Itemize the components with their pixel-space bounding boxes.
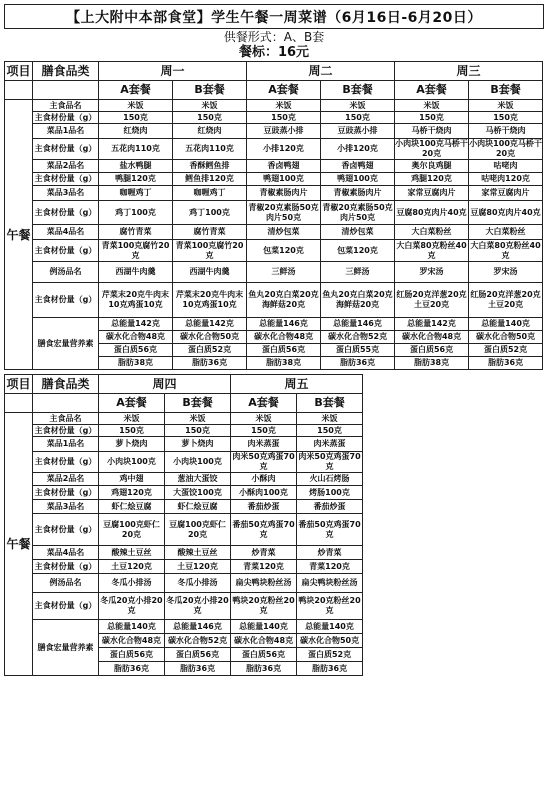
week1-cell: 鸡丁100克	[99, 201, 173, 225]
week1-cell: 鸭翅100克	[321, 173, 395, 186]
week1-cell: 鱼丸20克白菜20克海鲜菇20克	[321, 283, 395, 318]
week2-cell: 鸡翅120克	[99, 486, 165, 500]
week1-day-0: 周一	[99, 62, 247, 81]
week1-cell: 马桥干烧肉	[395, 124, 469, 139]
week1-cell: 五花肉110克	[173, 139, 247, 160]
meal-price: 餐标：16元	[238, 45, 310, 60]
week1-cell: 小肉块100克马桥干20克	[469, 139, 542, 158]
week2-nutrition: 脂肪36克	[231, 662, 297, 676]
week1-plan-5: B套餐	[469, 81, 543, 100]
row-label: 主食材份量（g）	[33, 425, 99, 437]
week1-cell: 鸡腿120克	[395, 173, 469, 186]
meal-label: 午餐	[5, 413, 33, 676]
week1-cell: 芹菜末20克牛肉末10克鸡蛋10克	[99, 283, 173, 318]
week1-cell: 红烧肉	[99, 124, 173, 139]
header-blank	[5, 394, 33, 413]
week1-nutrition: 总能量140克	[469, 318, 543, 331]
header-blank	[5, 81, 33, 100]
week2-cell: 扁尖鸭块粉丝汤	[231, 574, 297, 593]
week2-cell: 小肉块100克	[165, 452, 231, 473]
week1-cell: 150克	[321, 112, 395, 124]
week1-nutrition: 脂肪38克	[247, 357, 321, 370]
row-label: 菜品2品名	[33, 160, 99, 173]
week1-cell: 青椒素肠肉片	[321, 186, 395, 201]
week1-nutrition: 总能量146克	[321, 318, 395, 331]
week1-cell: 小排120克	[247, 139, 321, 160]
week1-cell: 红烧肉	[173, 124, 247, 139]
week1-cell: 西湖牛肉羹	[99, 262, 173, 283]
menu-page	[4, 4, 544, 676]
week2-nutrition: 碳水化合物50克	[297, 634, 363, 648]
week1-cell: 罗宋汤	[469, 262, 543, 283]
week2-menu-table	[4, 374, 363, 676]
row-label: 主食材份量（g）	[33, 139, 99, 160]
week2-nutrition: 总能量140克	[231, 620, 297, 634]
week1-cell: 腐竹青菜	[173, 225, 247, 240]
week1-cell: 香卤鸭翅	[247, 160, 321, 173]
week2-cell: 青菜120克	[297, 560, 363, 574]
week2-cell: 烤肠100克	[297, 486, 363, 500]
week2-cell: 150克	[231, 425, 297, 437]
week1-menu-table	[4, 61, 543, 370]
week1-cell: 豆腐80克肉片40克	[469, 201, 543, 225]
row-label: 主食材份量（g）	[33, 112, 99, 124]
week1-nutrition: 脂肪38克	[395, 357, 469, 370]
week1-cell: 米饭	[99, 100, 173, 112]
week2-cell: 炒青菜	[297, 546, 363, 560]
week1-cell: 青椒素肠肉片	[247, 186, 321, 201]
week2-cell: 冬瓜小排汤	[165, 574, 231, 593]
week1-cell: 米饭	[321, 100, 395, 112]
row-label: 主食材份量（g）	[33, 593, 99, 620]
week1-cell: 家常豆腐肉片	[395, 186, 469, 201]
week1-nutrition: 蛋白质52克	[469, 344, 543, 357]
week1-cell: 大白菜80克粉丝40克	[396, 240, 467, 260]
week1-nutrition: 蛋白质56克	[395, 344, 469, 357]
week2-cell: 肉米50克鸡蛋70克	[298, 452, 361, 471]
header-category: 膳食品类	[33, 375, 99, 394]
week1-cell: 咖喱鸡丁	[173, 186, 247, 201]
week1-cell: 西湖牛肉羹	[173, 262, 247, 283]
week1-nutrition: 脂肪36克	[321, 357, 395, 370]
week1-cell: 小肉块100克马桥干20克	[395, 139, 468, 158]
row-label: 菜品3品名	[33, 186, 99, 201]
week1-nutrition: 脂肪36克	[173, 357, 247, 370]
week1-cell: 腐竹青菜	[99, 225, 173, 240]
week1-cell: 三鲜汤	[321, 262, 395, 283]
week2-nutrition: 碳水化合物52克	[165, 634, 231, 648]
week1-cell: 鸭翅100克	[247, 173, 321, 186]
week2-nutrition: 脂肪36克	[297, 662, 363, 676]
week1-day-2: 周三	[395, 62, 543, 81]
row-label: 主食材份量（g）	[33, 283, 99, 318]
week1-plan-3: B套餐	[321, 81, 395, 100]
row-label: 菜品1品名	[33, 124, 99, 139]
week2-cell: 酸辣土豆丝	[99, 546, 165, 560]
week2-cell: 冬瓜20克小排20克	[165, 593, 231, 620]
week1-plan-1: B套餐	[173, 81, 247, 100]
week1-nutrition: 总能量142克	[173, 318, 247, 331]
week2-cell: 酸辣土豆丝	[165, 546, 231, 560]
week2-plan-3: B套餐	[297, 394, 363, 413]
week2-nutrition: 脂肪36克	[99, 662, 165, 676]
week2-cell: 番茄50克鸡蛋70克	[297, 514, 363, 546]
week1-plan-2: A套餐	[247, 81, 321, 100]
week1-cell: 青椒20克素肠50克肉片50克	[247, 201, 321, 225]
week2-cell: 虾仁烩豆腐	[165, 500, 231, 514]
week1-cell: 芹菜末20克牛肉末10克鸡蛋10克	[173, 283, 247, 318]
week1-cell: 马桥干烧肉	[469, 124, 543, 139]
week2-nutrition: 碳水化合物48克	[231, 634, 297, 648]
week2-nutrition: 蛋白质56克	[231, 648, 297, 662]
week2-cell: 土豆120克	[99, 560, 165, 574]
week1-nutrition: 碳水化合物50克	[173, 331, 247, 344]
week2-cell: 火山石烤肠	[297, 473, 363, 486]
week2-cell: 豆腐100克虾仁20克	[165, 514, 231, 546]
row-label: 菜品4品名	[33, 546, 99, 560]
week2-cell: 肉米蒸蛋	[231, 437, 297, 452]
week1-nutrition: 碳水化合物48克	[395, 331, 469, 344]
week2-cell: 150克	[99, 425, 165, 437]
week1-nutrition: 蛋白质55克	[321, 344, 395, 357]
week1-nutrition: 碳水化合物48克	[247, 331, 321, 344]
week1-nutrition: 碳水化合物52克	[321, 331, 395, 344]
header-blank	[33, 81, 99, 100]
week1-nutrition: 总能量146克	[247, 318, 321, 331]
week1-cell: 红肠20克洋葱20克土豆20克	[469, 283, 543, 318]
week1-cell: 150克	[247, 112, 321, 124]
week2-cell: 小肉块100克	[99, 452, 165, 473]
week1-cell: 咕咾肉	[469, 160, 543, 173]
week1-cell: 奥尔良鸡腿	[395, 160, 469, 173]
week2-nutrition: 总能量140克	[297, 620, 363, 634]
week1-cell: 150克	[99, 112, 173, 124]
week2-cell: 冬瓜20克小排20克	[99, 593, 165, 620]
week2-cell: 米饭	[165, 413, 231, 425]
week2-cell: 豆腐100克虾仁20克	[99, 514, 165, 546]
week2-cell: 炒青菜	[231, 546, 297, 560]
week2-nutrition: 蛋白质52克	[297, 648, 363, 662]
week1-cell: 咕咾肉120克	[469, 173, 543, 186]
row-label: 主食材份量（g）	[33, 514, 99, 546]
week2-cell: 土豆120克	[165, 560, 231, 574]
row-label: 例汤品名	[33, 574, 99, 593]
week2-nutrition: 碳水化合物48克	[99, 634, 165, 648]
week1-plan-0: A套餐	[99, 81, 173, 100]
week2-nutrition: 蛋白质56克	[165, 648, 231, 662]
row-label: 主食材份量（g）	[33, 240, 99, 262]
week1-cell: 青菜100克腐竹20克	[173, 240, 247, 262]
row-label: 例汤品名	[33, 262, 99, 283]
week1-cell: 鸭腿120克	[99, 173, 173, 186]
week1-cell: 米饭	[469, 100, 543, 112]
week1-nutrition: 碳水化合物50克	[469, 331, 543, 344]
week1-nutrition: 总能量142克	[99, 318, 173, 331]
week2-cell: 番茄50克鸡蛋70克	[231, 514, 297, 546]
row-label: 菜品1品名	[33, 437, 99, 452]
row-label: 菜品2品名	[33, 473, 99, 486]
week2-cell: 小酥肉100克	[231, 486, 297, 500]
week2-nutrition: 总能量140克	[99, 620, 165, 634]
week1-cell: 豆豉蒸小排	[247, 124, 321, 139]
page-title: 【上大附中本部食堂】学生午餐一周菜谱（6月16日-6月20日）	[4, 4, 544, 29]
week1-cell: 豆豉蒸小排	[321, 124, 395, 139]
week2-cell: 鸡中翅	[99, 473, 165, 486]
row-label: 主食材份量（g）	[33, 560, 99, 574]
week1-nutrition: 脂肪38克	[99, 357, 173, 370]
week1-cell: 鸡丁100克	[173, 201, 247, 225]
week2-cell: 小酥肉	[231, 473, 297, 486]
week2-nutrition: 蛋白质56克	[99, 648, 165, 662]
row-label: 菜品4品名	[33, 225, 99, 240]
week1-cell: 豆腐80克肉片40克	[395, 201, 469, 225]
header-blank	[33, 394, 99, 413]
row-label: 主食材份量（g）	[33, 452, 99, 473]
week2-cell: 番茄炒蛋	[297, 500, 363, 514]
week1-cell: 罗宋汤	[395, 262, 469, 283]
week2-cell: 150克	[165, 425, 231, 437]
week1-cell: 鳕鱼排120克	[173, 173, 247, 186]
row-label: 主食材份量（g）	[33, 201, 99, 225]
week1-nutrition: 总能量142克	[395, 318, 469, 331]
week2-cell: 鸭块20克粉丝20克	[297, 593, 363, 620]
week1-cell: 盐水鸭腿	[99, 160, 173, 173]
week1-nutrition: 蛋白质52克	[173, 344, 247, 357]
row-label: 主食品名	[33, 413, 99, 425]
week1-cell: 大白菜粉丝	[469, 225, 543, 240]
week1-day-1: 周二	[247, 62, 395, 81]
row-label: 菜品3品名	[33, 500, 99, 514]
header-item: 项目	[5, 62, 33, 81]
week2-plan-2: A套餐	[231, 394, 297, 413]
week2-nutrition: 总能量146克	[165, 620, 231, 634]
header-item: 项目	[5, 375, 33, 394]
week2-cell: 肉米50克鸡蛋70克	[232, 452, 295, 471]
row-label: 主食品名	[33, 100, 99, 112]
week2-cell: 葱油大蛋饺	[165, 473, 231, 486]
week1-cell: 150克	[173, 112, 247, 124]
week2-plan-0: A套餐	[99, 394, 165, 413]
week2-cell: 青菜120克	[231, 560, 297, 574]
week1-cell: 150克	[469, 112, 543, 124]
week1-cell: 清炒包菜	[247, 225, 321, 240]
meal-label: 午餐	[5, 100, 33, 370]
week1-nutrition: 脂肪36克	[469, 357, 543, 370]
week2-cell: 150克	[297, 425, 363, 437]
week2-day-1: 周五	[231, 375, 363, 394]
week1-cell: 五花肉110克	[99, 139, 173, 160]
week2-day-0: 周四	[99, 375, 231, 394]
header-category: 膳食品类	[33, 62, 99, 81]
week1-cell: 米饭	[395, 100, 469, 112]
week1-cell: 青菜100克腐竹20克	[99, 240, 173, 262]
week1-cell: 家常豆腐肉片	[469, 186, 543, 201]
week2-cell: 虾仁烩豆腐	[99, 500, 165, 514]
row-label: 主食材份量（g）	[33, 173, 99, 186]
week1-cell: 包菜120克	[321, 240, 395, 262]
supply-form: 供餐形式：A、B套	[223, 30, 325, 44]
week1-nutrition: 蛋白质56克	[247, 344, 321, 357]
row-label: 膳食宏量营养素	[33, 620, 99, 676]
week2-plan-1: B套餐	[165, 394, 231, 413]
week2-cell: 大蛋饺100克	[165, 486, 231, 500]
week1-plan-4: A套餐	[395, 81, 469, 100]
row-label: 膳食宏量营养素	[33, 318, 99, 370]
week1-cell: 清炒包菜	[321, 225, 395, 240]
week1-cell: 米饭	[247, 100, 321, 112]
row-label: 主食材份量（g）	[33, 486, 99, 500]
week2-cell: 鸭块20克粉丝20克	[231, 593, 297, 620]
week1-cell: 三鲜汤	[247, 262, 321, 283]
week2-cell: 番茄炒蛋	[231, 500, 297, 514]
week2-cell: 米饭	[231, 413, 297, 425]
week2-cell: 扁尖鸭块粉丝汤	[297, 574, 363, 593]
week1-cell: 包菜120克	[247, 240, 321, 262]
week1-cell: 香酥鳕鱼排	[173, 160, 247, 173]
week1-cell: 150克	[395, 112, 469, 124]
week1-cell: 米饭	[173, 100, 247, 112]
week2-cell: 米饭	[99, 413, 165, 425]
week1-cell: 小排120克	[321, 139, 395, 160]
week1-cell: 红肠20克洋葱20克土豆20克	[395, 283, 469, 318]
week2-cell: 冬瓜小排汤	[99, 574, 165, 593]
week2-nutrition: 脂肪36克	[165, 662, 231, 676]
week1-cell: 大白菜粉丝	[395, 225, 469, 240]
week1-cell: 香卤鸭翅	[321, 160, 395, 173]
week1-cell: 鱼丸20克白菜20克海鲜菇20克	[247, 283, 321, 318]
week1-cell: 大白菜80克粉丝40克	[470, 240, 541, 260]
week1-cell: 青椒20克素肠50克肉片50克	[321, 201, 395, 225]
week2-cell: 萝卜烧肉	[99, 437, 165, 452]
week1-cell: 咖喱鸡丁	[99, 186, 173, 201]
week1-nutrition: 蛋白质56克	[99, 344, 173, 357]
week2-cell: 萝卜烧肉	[165, 437, 231, 452]
week2-cell: 米饭	[297, 413, 363, 425]
week2-cell: 肉米蒸蛋	[297, 437, 363, 452]
week1-nutrition: 碳水化合物48克	[99, 331, 173, 344]
